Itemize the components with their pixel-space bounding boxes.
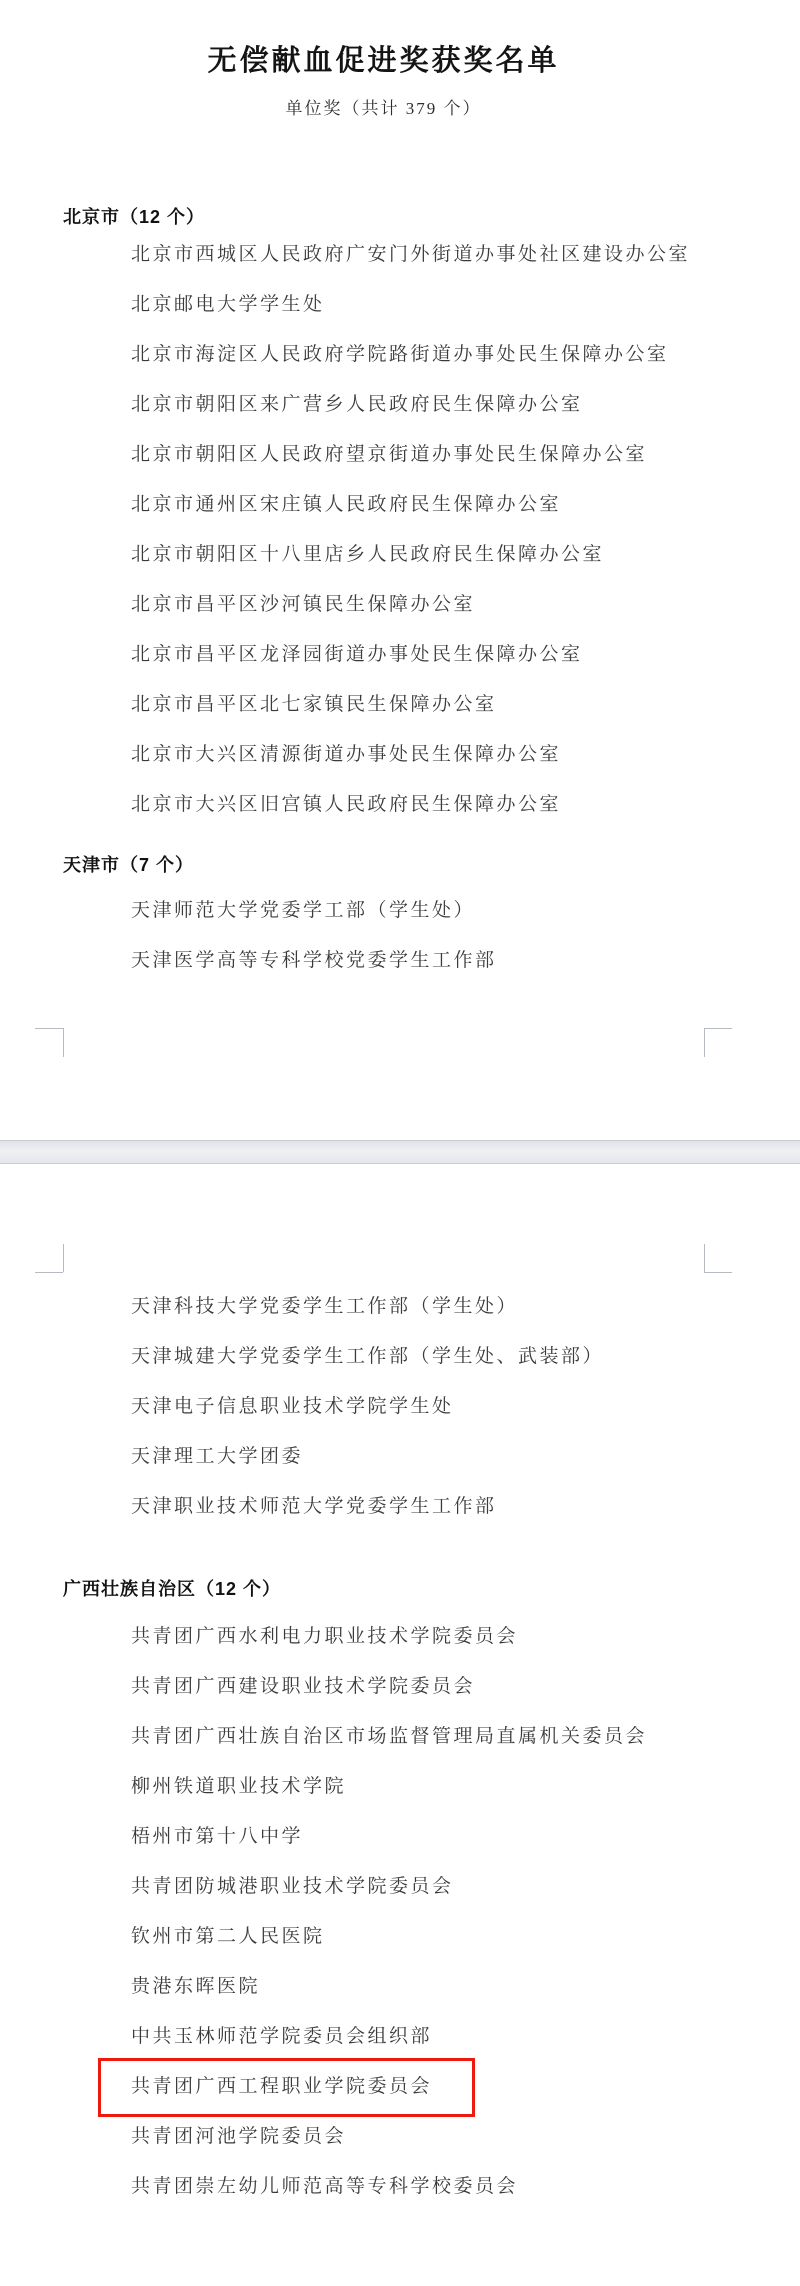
corner-mark-icon	[704, 1272, 732, 1273]
list-item: 共青团广西建设职业技术学院委员会	[131, 1676, 476, 1697]
highlight-box	[98, 2058, 475, 2117]
list-item: 中共玉林师范学院委员会组织部	[131, 2026, 433, 2047]
list-item: 北京市昌平区北七家镇民生保障办公室	[131, 694, 497, 715]
list-item: 共青团崇左幼儿师范高等专科学校委员会	[131, 2176, 519, 2197]
list-item: 北京市通州区宋庄镇人民政府民生保障办公室	[131, 494, 562, 515]
guangxi-item-list	[131, 1612, 751, 2212]
tianjin-item-list-page1	[131, 886, 751, 986]
list-item: 天津电子信息职业技术学院学生处	[131, 1396, 454, 1417]
list-item: 共青团广西壮族自治区市场监督管理局直属机关委员会	[131, 1726, 648, 1747]
corner-mark-icon	[704, 1028, 705, 1057]
page-title: 无偿献血促进奖获奖名单	[207, 45, 560, 77]
beijing-item-list	[131, 230, 751, 830]
list-item: 天津科技大学党委学生工作部（学生处）	[131, 1296, 519, 1317]
list-item: 钦州市第二人民医院	[131, 1926, 325, 1947]
list-item: 柳州铁道职业技术学院	[131, 1776, 347, 1797]
section-heading-tianjin: 天津市（7 个）	[63, 855, 195, 875]
list-item: 北京市昌平区沙河镇民生保障办公室	[131, 594, 476, 615]
section-heading-beijing: 北京市（12 个）	[63, 207, 206, 227]
list-item: 天津医学高等专科学校党委学生工作部	[131, 950, 497, 971]
list-item: 共青团防城港职业技术学院委员会	[131, 1876, 454, 1897]
corner-mark-icon	[704, 1244, 705, 1272]
list-item: 北京市大兴区旧宫镇人民政府民生保障办公室	[131, 794, 562, 815]
list-item: 共青团广西水利电力职业技术学院委员会	[131, 1626, 519, 1647]
list-item: 北京市大兴区清源街道办事处民生保障办公室	[131, 744, 562, 765]
corner-mark-icon	[704, 1028, 732, 1029]
list-item: 天津理工大学团委	[131, 1446, 304, 1467]
list-item: 北京市昌平区龙泽园街道办事处民生保障办公室	[131, 644, 583, 665]
list-item: 天津师范大学党委学工部（学生处）	[131, 900, 476, 921]
list-item: 天津职业技术师范大学党委学生工作部	[131, 1496, 497, 1517]
corner-mark-icon	[35, 1028, 63, 1029]
section-heading-guangxi: 广西壮族自治区（12 个）	[63, 1579, 282, 1599]
list-item: 梧州市第十八中学	[131, 1826, 304, 1847]
list-item: 北京市朝阳区来广营乡人民政府民生保障办公室	[131, 394, 583, 415]
tianjin-item-list-page2	[131, 1282, 751, 1532]
list-item: 共青团河池学院委员会	[131, 2126, 347, 2147]
list-item: 天津城建大学党委学生工作部（学生处、武装部）	[131, 1346, 605, 1367]
page-subtitle: 单位奖（共计 379 个）	[285, 99, 482, 118]
corner-mark-icon	[63, 1028, 64, 1057]
list-item: 北京市海淀区人民政府学院路街道办事处民生保障办公室	[131, 344, 669, 365]
list-item: 北京市西城区人民政府广安门外街道办事处社区建设办公室	[131, 244, 691, 265]
page-break-separator	[0, 1140, 800, 1164]
list-item: 北京市朝阳区人民政府望京街道办事处民生保障办公室	[131, 444, 648, 465]
corner-mark-icon	[63, 1244, 64, 1272]
corner-mark-icon	[35, 1272, 63, 1273]
list-item: 北京市朝阳区十八里店乡人民政府民生保障办公室	[131, 544, 605, 565]
list-item: 北京邮电大学学生处	[131, 294, 325, 315]
list-item: 共青团广西工程职业学院委员会	[131, 2076, 433, 2097]
list-item: 贵港东晖医院	[131, 1976, 261, 1997]
